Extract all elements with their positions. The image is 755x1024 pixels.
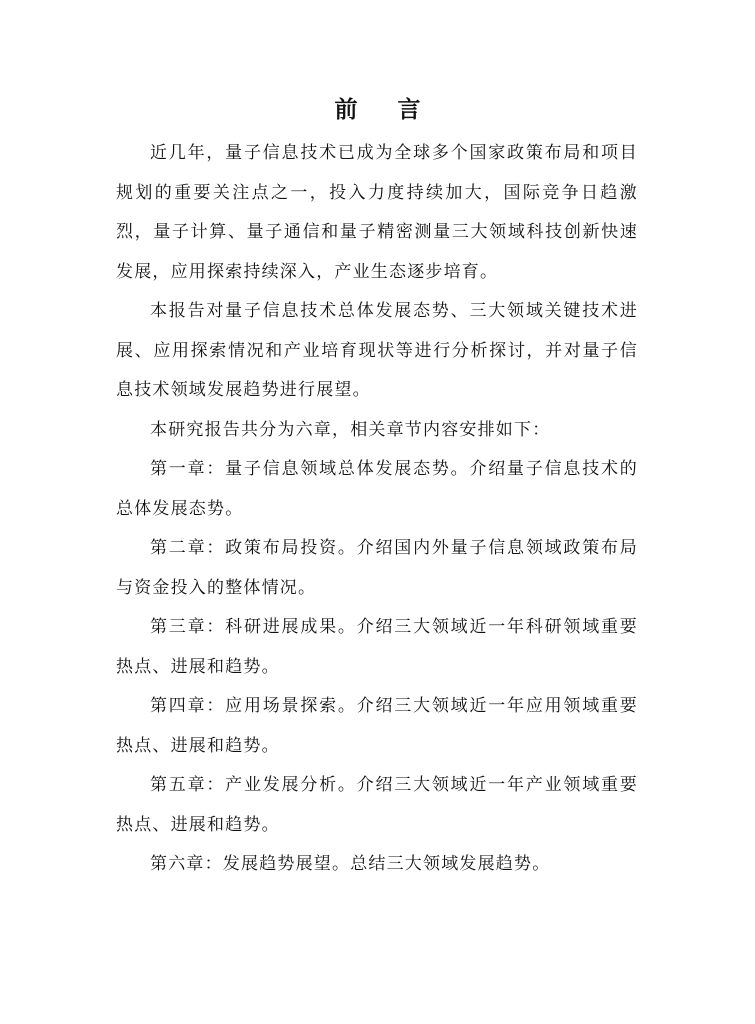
chapter-1-paragraph: 第一章：量子信息领域总体发展态势。介绍量子信息技术的总体发展态势。 (116, 459, 638, 519)
page-title: 前 言 (334, 97, 437, 123)
chapter-5-paragraph: 第五章：产业发展分析。介绍三大领域近一年产业领域重要热点、进展和趋势。 (116, 775, 638, 835)
intro-paragraph: 近几年，量子信息技术已成为全球多个国家政策布局和项目规划的重要关注点之一，投入力度持续加大，国际竞争日趋激烈，量子计算、量子通信和量子精密测量三大领域科技创新快速发展，应用探索持续深入，产业生态逐步培育。 (116, 143, 638, 282)
chapter-2-paragraph: 第二章：政策布局投资。介绍国内外量子信息领域政策布局与资金投入的整体情况。 (116, 538, 638, 598)
chapter-4-paragraph: 第四章：应用场景探索。介绍三大领域近一年应用领域重要热点、进展和趋势。 (116, 696, 638, 756)
document-body (116, 134, 638, 885)
structure-intro-paragraph: 本研究报告共分为六章，相关章节内容安排如下： (150, 419, 551, 440)
report-scope-paragraph: 本报告对量子信息技术总体发展态势、三大领域关键技术进展、应用探索情况和产业培育现状等进行分析探讨，并对量子信息技术领域发展趋势进行展望。 (116, 301, 638, 400)
chapter-6-paragraph: 第六章：发展趋势展望。总结三大领域发展趋势。 (150, 854, 551, 874)
chapter-3-paragraph: 第三章：科研进展成果。介绍三大领域近一年科研领域重要热点、进展和趋势。 (116, 617, 638, 677)
